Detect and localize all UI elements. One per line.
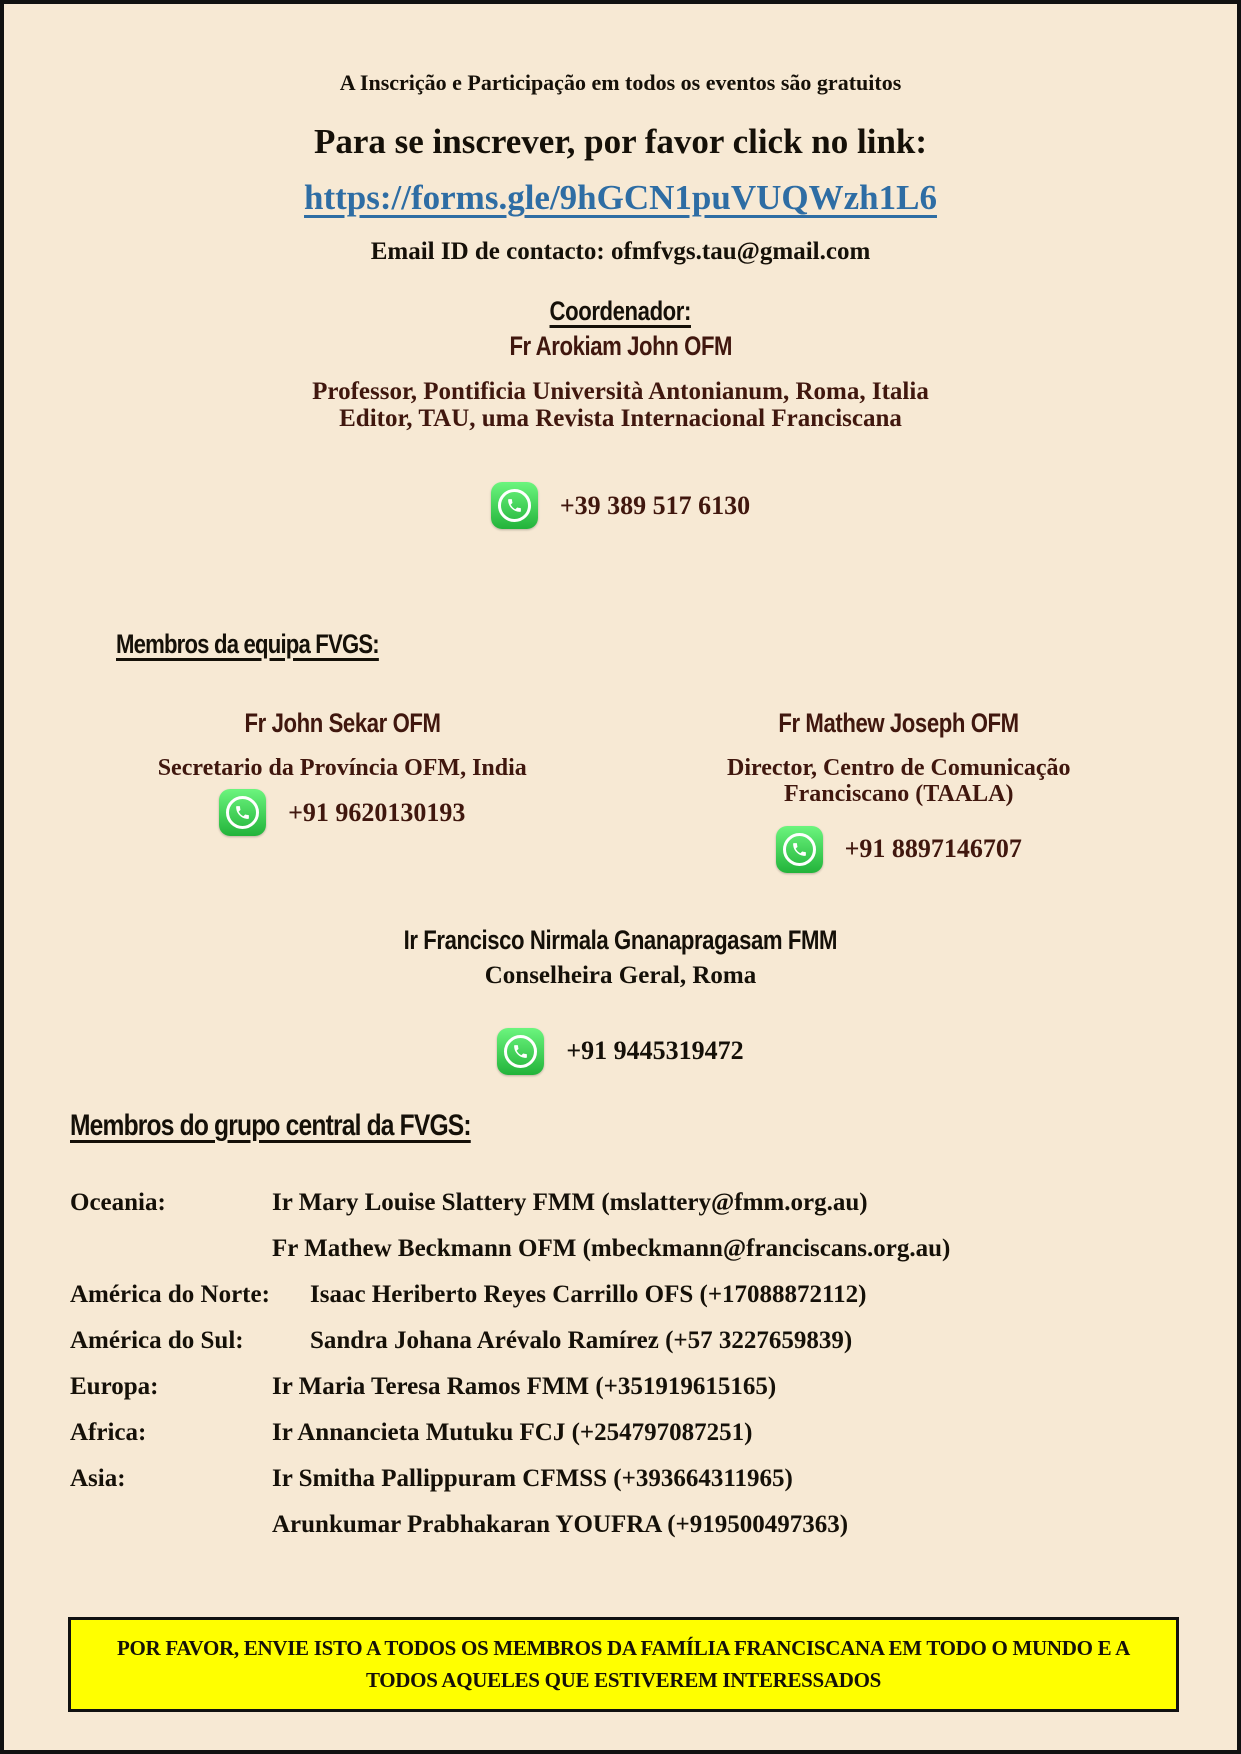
team-member-2-role-line2: Franciscano (TAALA) <box>783 781 1014 808</box>
team-member-1-phone-number: +91 9620130193 <box>288 797 466 827</box>
region-person: Arunkumar Prabhakaran YOUFRA (+919500497363) <box>272 1510 849 1538</box>
region-person: Ir Smitha Pallippuram CFMSS (+393664311965) <box>272 1464 793 1492</box>
central-group-heading-label: Membros do grupo central da FVGS: <box>70 1108 471 1142</box>
registration-form-link[interactable]: https://forms.gle/9hGCN1puVUQWzh1L6 <box>304 178 937 217</box>
team-member-2-phone-number: +91 8897146707 <box>844 834 1022 864</box>
forward-notice-banner <box>68 1617 1179 1712</box>
region-label: Oceania: <box>70 1188 166 1216</box>
whatsapp-icon <box>776 826 823 873</box>
central-group-row <box>70 1419 1171 1465</box>
team-member-1-name: Fr John Sekar OFM <box>244 708 441 738</box>
region-person: Ir Annancieta Mutuku FCJ (+254797087251) <box>272 1418 753 1446</box>
whatsapp-icon <box>497 1028 544 1075</box>
team-section-heading <box>116 629 1237 660</box>
central-group-row <box>70 1373 1171 1419</box>
team-member-3-phone-number: +91 9445319472 <box>566 1036 744 1066</box>
team-member-1-role: Secretario da Província OFM, India <box>157 755 527 781</box>
region-label: América do Norte: <box>70 1280 270 1308</box>
region-person: Ir Mary Louise Slattery FMM (mslattery@fmm.org.au) <box>272 1188 868 1216</box>
central-group-row <box>70 1465 1171 1511</box>
whatsapp-phone-glyph <box>783 833 816 866</box>
coordinator-role <box>4 378 1237 432</box>
coordinator-role-line1: Professor, Pontificia Università Antonianum, Roma, Italia <box>312 378 929 405</box>
team-columns <box>4 708 1237 873</box>
region-person: Ir Maria Teresa Ramos FMM (+351919615165) <box>272 1372 777 1400</box>
contact-email-line: Email ID de contacto: ofmfvgs.tau@gmail.com <box>370 238 871 265</box>
coordinator-role-line2: Editor, TAU, uma Revista Internacional Franciscana <box>339 405 902 432</box>
team-member-2-role-line1: Director, Centro de Comunicação <box>727 755 1071 781</box>
team-member-1-phone-row <box>64 789 621 836</box>
region-label: Africa: <box>70 1418 147 1446</box>
team-member-3-phone-row <box>4 1028 1237 1075</box>
region-label: Europa: <box>70 1372 159 1400</box>
whatsapp-phone-glyph <box>498 489 531 522</box>
central-group-heading <box>70 1109 1237 1143</box>
region-person: Fr Mathew Beckmann OFM (mbeckmann@franciscans.org.au) <box>272 1234 951 1262</box>
coordinator-name-label: Fr Arokiam John OFM <box>509 331 732 361</box>
central-group-row <box>70 1327 1171 1373</box>
central-group-row <box>70 1189 1171 1235</box>
forward-notice-text: POR FAVOR, ENVIE ISTO A TODOS OS MEMBROS DA FAMÍLIA FRANCISCANA EM TODO O MUNDO E A TODOS AQUELES QUE ESTIVEREM INTERESSADOS <box>117 1635 1130 1693</box>
team-member-2-name: Fr Mathew Joseph OFM <box>778 708 1019 738</box>
team-member-3-role: Conselheira Geral, Roma <box>484 961 757 989</box>
team-member-3 <box>4 925 1237 990</box>
region-label: Asia: <box>70 1464 126 1492</box>
team-member-1 <box>64 708 621 873</box>
central-group-row <box>70 1511 1171 1557</box>
central-group-row <box>70 1235 1171 1281</box>
whatsapp-icon <box>219 789 266 836</box>
whatsapp-phone-glyph <box>504 1035 537 1068</box>
form-link-line <box>4 178 1237 218</box>
coordinator-phone-row <box>4 482 1237 529</box>
region-person: Sandra Johana Arévalo Ramírez (+57 3227659839) <box>310 1326 853 1354</box>
team-member-2 <box>621 708 1178 873</box>
region-label: América do Sul: <box>70 1326 244 1354</box>
central-group-row <box>70 1281 1171 1327</box>
region-person: Isaac Heriberto Reyes Carrillo OFS (+17088872112) <box>310 1280 867 1308</box>
register-cta: Para se inscrever, por favor click no link: <box>313 122 928 161</box>
central-group-list <box>4 1189 1237 1557</box>
whatsapp-icon <box>491 482 538 529</box>
team-section-heading-label: Membros da equipa FVGS: <box>116 629 379 659</box>
whatsapp-phone-glyph <box>226 796 259 829</box>
coordinator-heading <box>4 296 1237 327</box>
free-participation-note: A Inscrição e Participação em todos os eventos são gratuitos <box>339 70 902 95</box>
team-member-2-phone-row <box>621 826 1178 873</box>
coordinator-name <box>4 331 1237 362</box>
coordinator-heading-label: Coordenador: <box>549 296 692 326</box>
team-member-2-role <box>621 755 1178 808</box>
coordinator-phone-number: +39 389 517 6130 <box>559 490 751 520</box>
team-member-3-name: Ir Francisco Nirmala Gnanapragasam FMM <box>403 924 838 955</box>
